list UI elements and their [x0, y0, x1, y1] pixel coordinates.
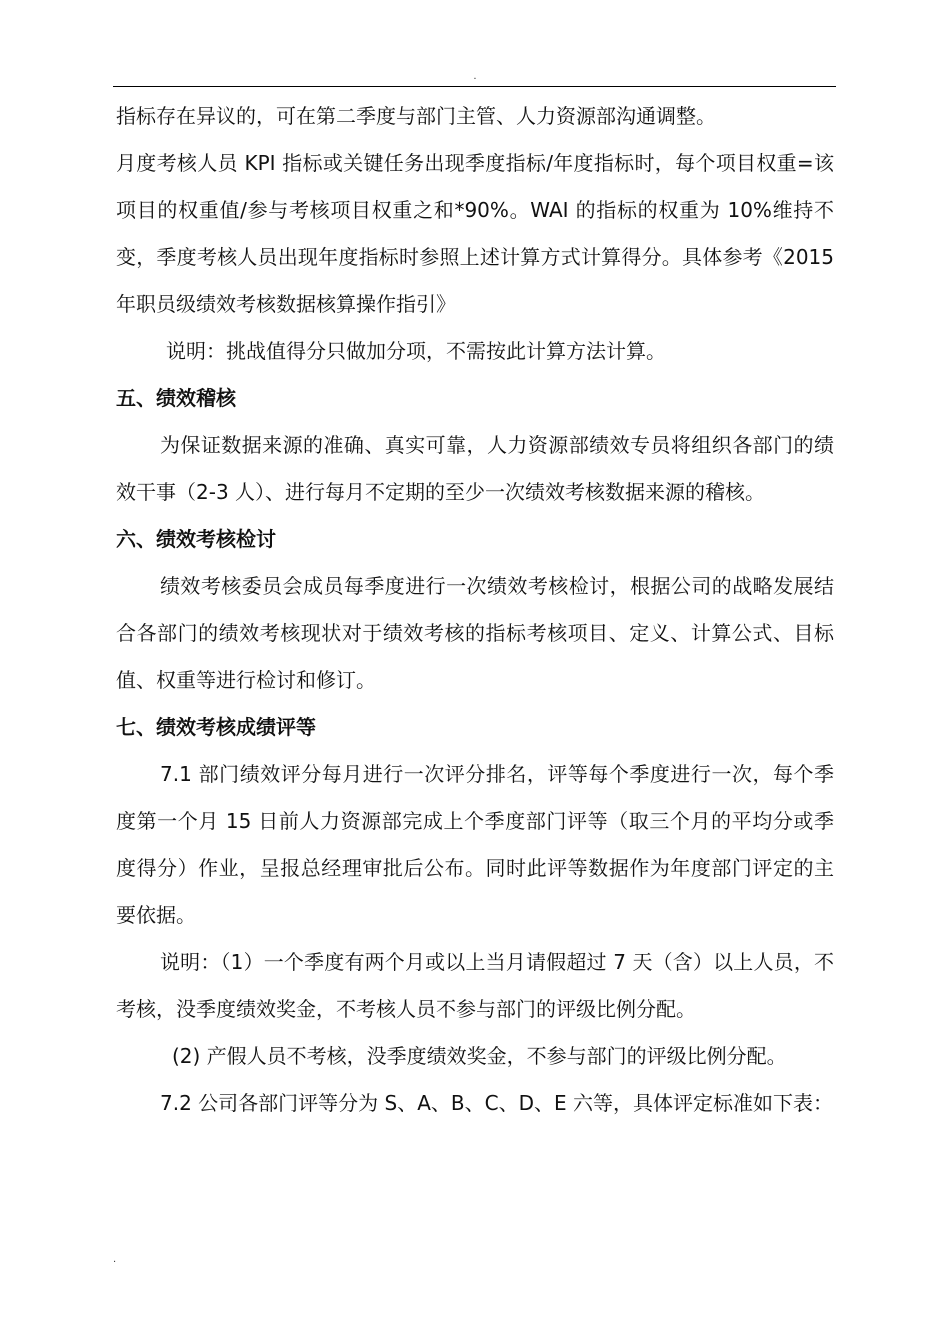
paragraph-review: 绩效考核委员会成员每季度进行一次绩效考核检讨，根据公司的战略发展结合各部门的绩效考核现状对于绩效考核的指标考核项目、定义、计算公式、目标值、权重等进行检讨和修订。 [116, 574, 834, 692]
document-body [116, 93, 834, 1127]
paragraph-audit: 为保证数据来源的准确、真实可靠，人力资源部绩效专员将组织各部门的绩效干事（2-3 人）、进行每月不定期的至少一次绩效考核数据来源的稽核。 [116, 433, 834, 504]
paragraph-kpi-dispute: 指标存在异议的，可在第二季度与部门主管、人力资源部沟通调整。 [116, 104, 716, 128]
section-heading-review: 六、绩效考核检讨 [116, 527, 276, 551]
paragraph-rating-7-2: 7.2 公司各部门评等分为 S、A、B、C、D、E 六等，具体评定标准如下表： [160, 1091, 833, 1115]
header-mark: . [473, 71, 477, 82]
paragraph-challenge-note: 说明：挑战值得分只做加分项，不需按此计算方法计算。 [166, 339, 666, 363]
paragraph-rating-7-1: 7.1 部门绩效评分每月进行一次评分排名，评等每个季度进行一次，每个季度第一个月 15 日前人力资源部完成上个季度部门评等（取三个月的平均分或季度得分）作业，呈报总经理审批后公布。同时此评等数据作为年度部门评定的主要依据。 [116, 762, 834, 927]
footer-mark: . [113, 1254, 117, 1265]
paragraph-rating-note-2: (2) 产假人员不考核，没季度绩效奖金，不参与部门的评级比例分配。 [172, 1044, 787, 1068]
section-heading-audit: 五、绩效稽核 [116, 386, 236, 410]
header-rule [113, 86, 836, 87]
section-heading-rating: 七、绩效考核成绩评等 [116, 715, 316, 739]
paragraph-weight-formula: 月度考核人员 KPI 指标或关键任务出现季度指标/年度指标时，每个项目权重=该项目的权重值/参与考核项目权重之和*90%。WAI 的指标的权重为 10%维持不变，季度考核人员出现年度指标时参照上述计算方式计算得分。具体参考《2015 年职员级绩效考核数据核算操作指引》 [116, 151, 834, 316]
paragraph-rating-note-1: 说明：（1）一个季度有两个月或以上当月请假超过 7 天（含）以上人员，不考核，没季度绩效奖金，不考核人员不参与部门的评级比例分配。 [116, 950, 834, 1021]
